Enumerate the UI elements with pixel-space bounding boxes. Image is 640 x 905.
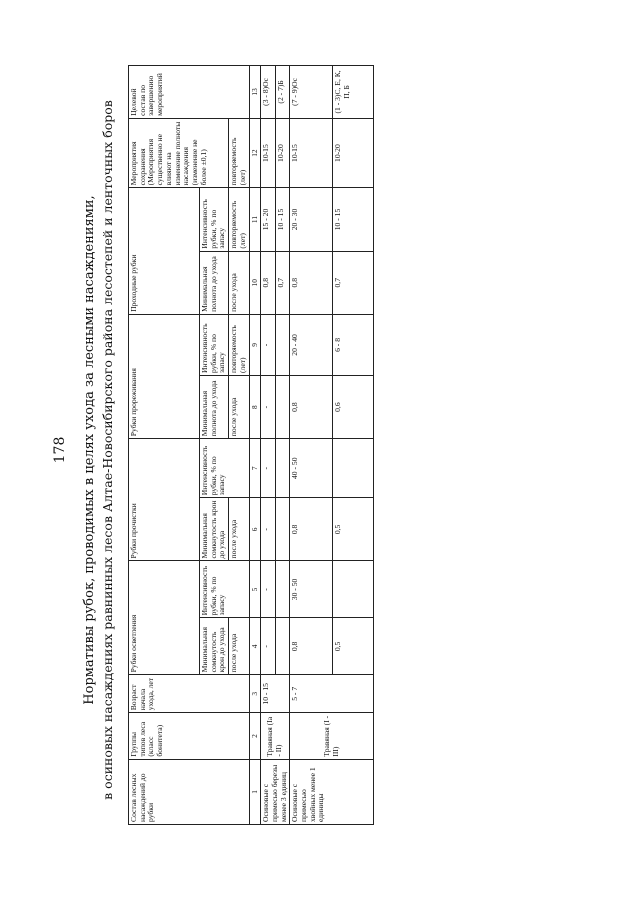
cell-c4b: 0,5	[333, 618, 374, 675]
column-number: 10	[249, 251, 261, 314]
cell-c11: 15 - 20	[261, 188, 276, 251]
cell-c5b	[333, 561, 374, 618]
header-repeat-2: повторяемость (лет)	[229, 188, 249, 251]
column-number: 4	[249, 618, 261, 675]
cell-c10b: 0,7	[275, 251, 290, 314]
header-after-care-4: после ухода	[229, 251, 249, 314]
column-number: 3	[249, 675, 261, 713]
cell-c8b: 0,6	[333, 375, 374, 438]
header-composition: Состав лесных насаждений до рубки	[129, 759, 250, 824]
header-after-care-2: после ухода	[229, 498, 249, 561]
norms-table	[128, 65, 374, 825]
cell-c11b: 10 - 15	[333, 188, 374, 251]
header-row-1	[129, 66, 200, 825]
cell-c11b: 10 - 15	[275, 188, 290, 251]
cell-age: 10 - 15	[261, 675, 290, 713]
column-number: 9	[249, 314, 261, 375]
header-intensity-3: Интенсивность рубки, % по запасу	[200, 314, 229, 375]
header-target: Целевой состав по завершению мероприятий	[129, 66, 250, 119]
table-row	[290, 66, 333, 825]
cell-c6: 0,8	[290, 498, 333, 561]
cell-c6b: 0,5	[333, 498, 374, 561]
cell-c9b: 6 - 8	[333, 314, 374, 375]
cell-c6b	[275, 498, 290, 561]
cell-c9: -	[261, 314, 276, 375]
cell-c10: 0,8	[290, 251, 333, 314]
header-forest-groups: Группы типов леса (класс бонитета)	[129, 713, 250, 759]
column-number: 2	[249, 713, 261, 759]
column-number: 1	[249, 759, 261, 824]
cell-age: 5 - 7	[290, 675, 374, 713]
cell-c12: 10-15	[290, 118, 333, 188]
header-min-density-1: Минимальная полнота до ухода	[200, 375, 229, 438]
rotated-content	[50, 55, 590, 845]
cell-c10: 0,8	[261, 251, 276, 314]
header-after-care-1: после ухода	[229, 618, 249, 675]
cell-c8: 0,8	[290, 375, 333, 438]
page-number: 178	[52, 436, 68, 464]
cell-c5b	[275, 561, 290, 618]
header-min-closeness-1: Минимальная сомкнутость крон до ухода	[200, 618, 229, 675]
column-number: 13	[249, 66, 261, 119]
header-intensity-1: Интенсивность рубки, % по запасу	[200, 561, 250, 618]
header-repeat-3: повторяемость (лет)	[229, 118, 249, 188]
cell-c8: -	[261, 375, 276, 438]
cell-c4b	[275, 618, 290, 675]
cell-c9: 20 - 40	[290, 314, 333, 375]
cell-c8b	[275, 375, 290, 438]
cell-c7: -	[261, 439, 276, 498]
cell-group: Травяная (Ia - II)	[261, 713, 290, 759]
cell-c7b	[275, 439, 290, 498]
column-number: 5	[249, 561, 261, 618]
header-cleaning: Рубки прочистки	[129, 439, 200, 561]
cell-c12b: 10-20	[333, 118, 374, 188]
cell-c9b	[275, 314, 290, 375]
cell-c5: 30 - 50	[290, 561, 333, 618]
header-start-age: Возраст начала ухода, лет	[129, 675, 250, 713]
header-intensity-4: Интенсивность рубки, % по запасу	[200, 188, 229, 251]
header-intensity-2: Интенсивность рубки, % по запасу	[200, 439, 250, 498]
header-thinning: Рубки прореживания	[129, 314, 200, 438]
header-repeat-1: повторяемость (лет)	[229, 314, 249, 375]
cell-composition: Осиновые с примесью хвойных менее 1 единицы	[290, 759, 374, 824]
column-number: 7	[249, 439, 261, 498]
cell-group: Травяная (I - III)	[290, 713, 374, 759]
cell-c13: (7 - 9)Ос	[290, 66, 333, 119]
cell-c13: (3 - 8)Ос	[261, 66, 276, 119]
column-number: 8	[249, 375, 261, 438]
column-numbers-row	[249, 66, 261, 825]
cell-c12b: 10-20	[275, 118, 290, 188]
cell-c7: 40 - 50	[290, 439, 333, 498]
header-min-closeness-2: Минимальная сомкнутость крон до ухода	[200, 498, 229, 561]
cell-c13b: (2 - 7)Б	[275, 66, 290, 119]
column-number: 12	[249, 118, 261, 188]
cell-c4: 0,8	[290, 618, 333, 675]
cell-c5: -	[261, 561, 276, 618]
cell-c10b: 0,7	[333, 251, 374, 314]
header-passing: Проходные рубки	[129, 188, 200, 314]
column-number: 6	[249, 498, 261, 561]
cell-composition: Осиновые с примесью березы менее 3 единиц	[261, 759, 290, 824]
header-clarification: Рубки осветления	[129, 561, 200, 675]
header-min-density-2: Минимальная полнота до ухода	[200, 251, 229, 314]
cell-c11: 20 - 30	[290, 188, 333, 251]
cell-c4: -	[261, 618, 276, 675]
cell-c12: 10-15	[261, 118, 276, 188]
cell-c6: -	[261, 498, 276, 561]
cell-c13b: (1 - 3)С, Е, К, П, Б	[333, 66, 374, 119]
header-after-care-3: после ухода	[229, 375, 249, 438]
cell-c7b	[333, 439, 374, 498]
table-title-line-1: Нормативы рубок, проводимых в целях ухода за лесными насаждениями,	[82, 195, 97, 705]
header-measures: Мероприятия сохранения (Мероприятия существенно не влияют на изменение полноты насаждения (изменение не более ±0,1)	[129, 118, 229, 188]
column-number: 11	[249, 188, 261, 251]
table-title-line-2: в осиновых насаждениях равнинных лесов Алтае-Новосибирского района лесостепей и ленточных боров	[100, 100, 115, 800]
table-row	[261, 66, 276, 825]
